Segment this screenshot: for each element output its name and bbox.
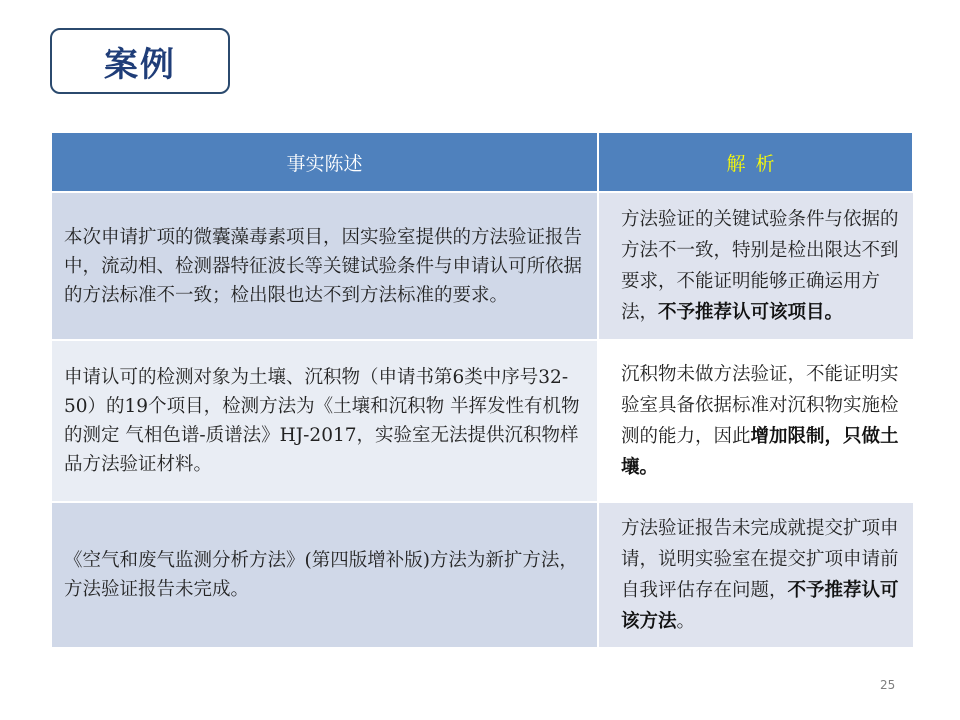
slide-title: 案例 [104, 44, 176, 85]
analysis-text: 方法验证报告未完成就提交扩项申请，说明实验室在提交扩项申请前自我评估存在问题， [621, 518, 899, 601]
page-number: 25 [880, 678, 896, 692]
analysis-conclusion: 不予推荐认可该项目。 [658, 302, 844, 323]
analysis-text: 方法验证的关键试验条件与依据的方法不一致，特别是检出限达不到要求，不能证明能够正确运用方法， [621, 209, 899, 323]
fact-cell: 申请认可的检测对象为土壤、沉积物（申请书第6类中序号32-50）的19个项目，检测方法为《土壤和沉积物 半挥发性有机物的测定 气相色谱-质谱法》HJ-2017，实验室无法提供沉积物样品方法验证材料。 [52, 340, 598, 502]
analysis-text: 沉积物未做方法验证，不能证明实验室具备依据标准对沉积物实施检测的能力，因此 [621, 364, 899, 447]
analysis-cell [598, 192, 913, 340]
header-analysis: 解析 [598, 133, 913, 192]
table-row [52, 502, 913, 648]
analysis-conclusion: 不予推荐认可该方法 [621, 580, 899, 632]
table-row [52, 192, 913, 340]
analysis-cell [598, 340, 913, 502]
fact-cell: 本次申请扩项的微囊藻毒素项目，因实验室提供的方法验证报告中，流动相、检测器特征波长等关键试验条件与申请认可所依据的方法标准不一致；检出限也达不到方法标准的要求。 [52, 192, 598, 340]
table-header-row [52, 133, 913, 192]
slide-title-box [50, 28, 230, 94]
analysis-conclusion: 增加限制，只做土壤。 [621, 426, 899, 478]
header-fact: 事实陈述 [52, 133, 598, 192]
table-row [52, 340, 913, 502]
analysis-tail: 。 [676, 611, 696, 632]
case-table [52, 133, 914, 649]
fact-cell: 《空气和废气监测分析方法》(第四版增补版)方法为新扩方法，方法验证报告未完成。 [52, 502, 598, 648]
analysis-cell [598, 502, 913, 648]
